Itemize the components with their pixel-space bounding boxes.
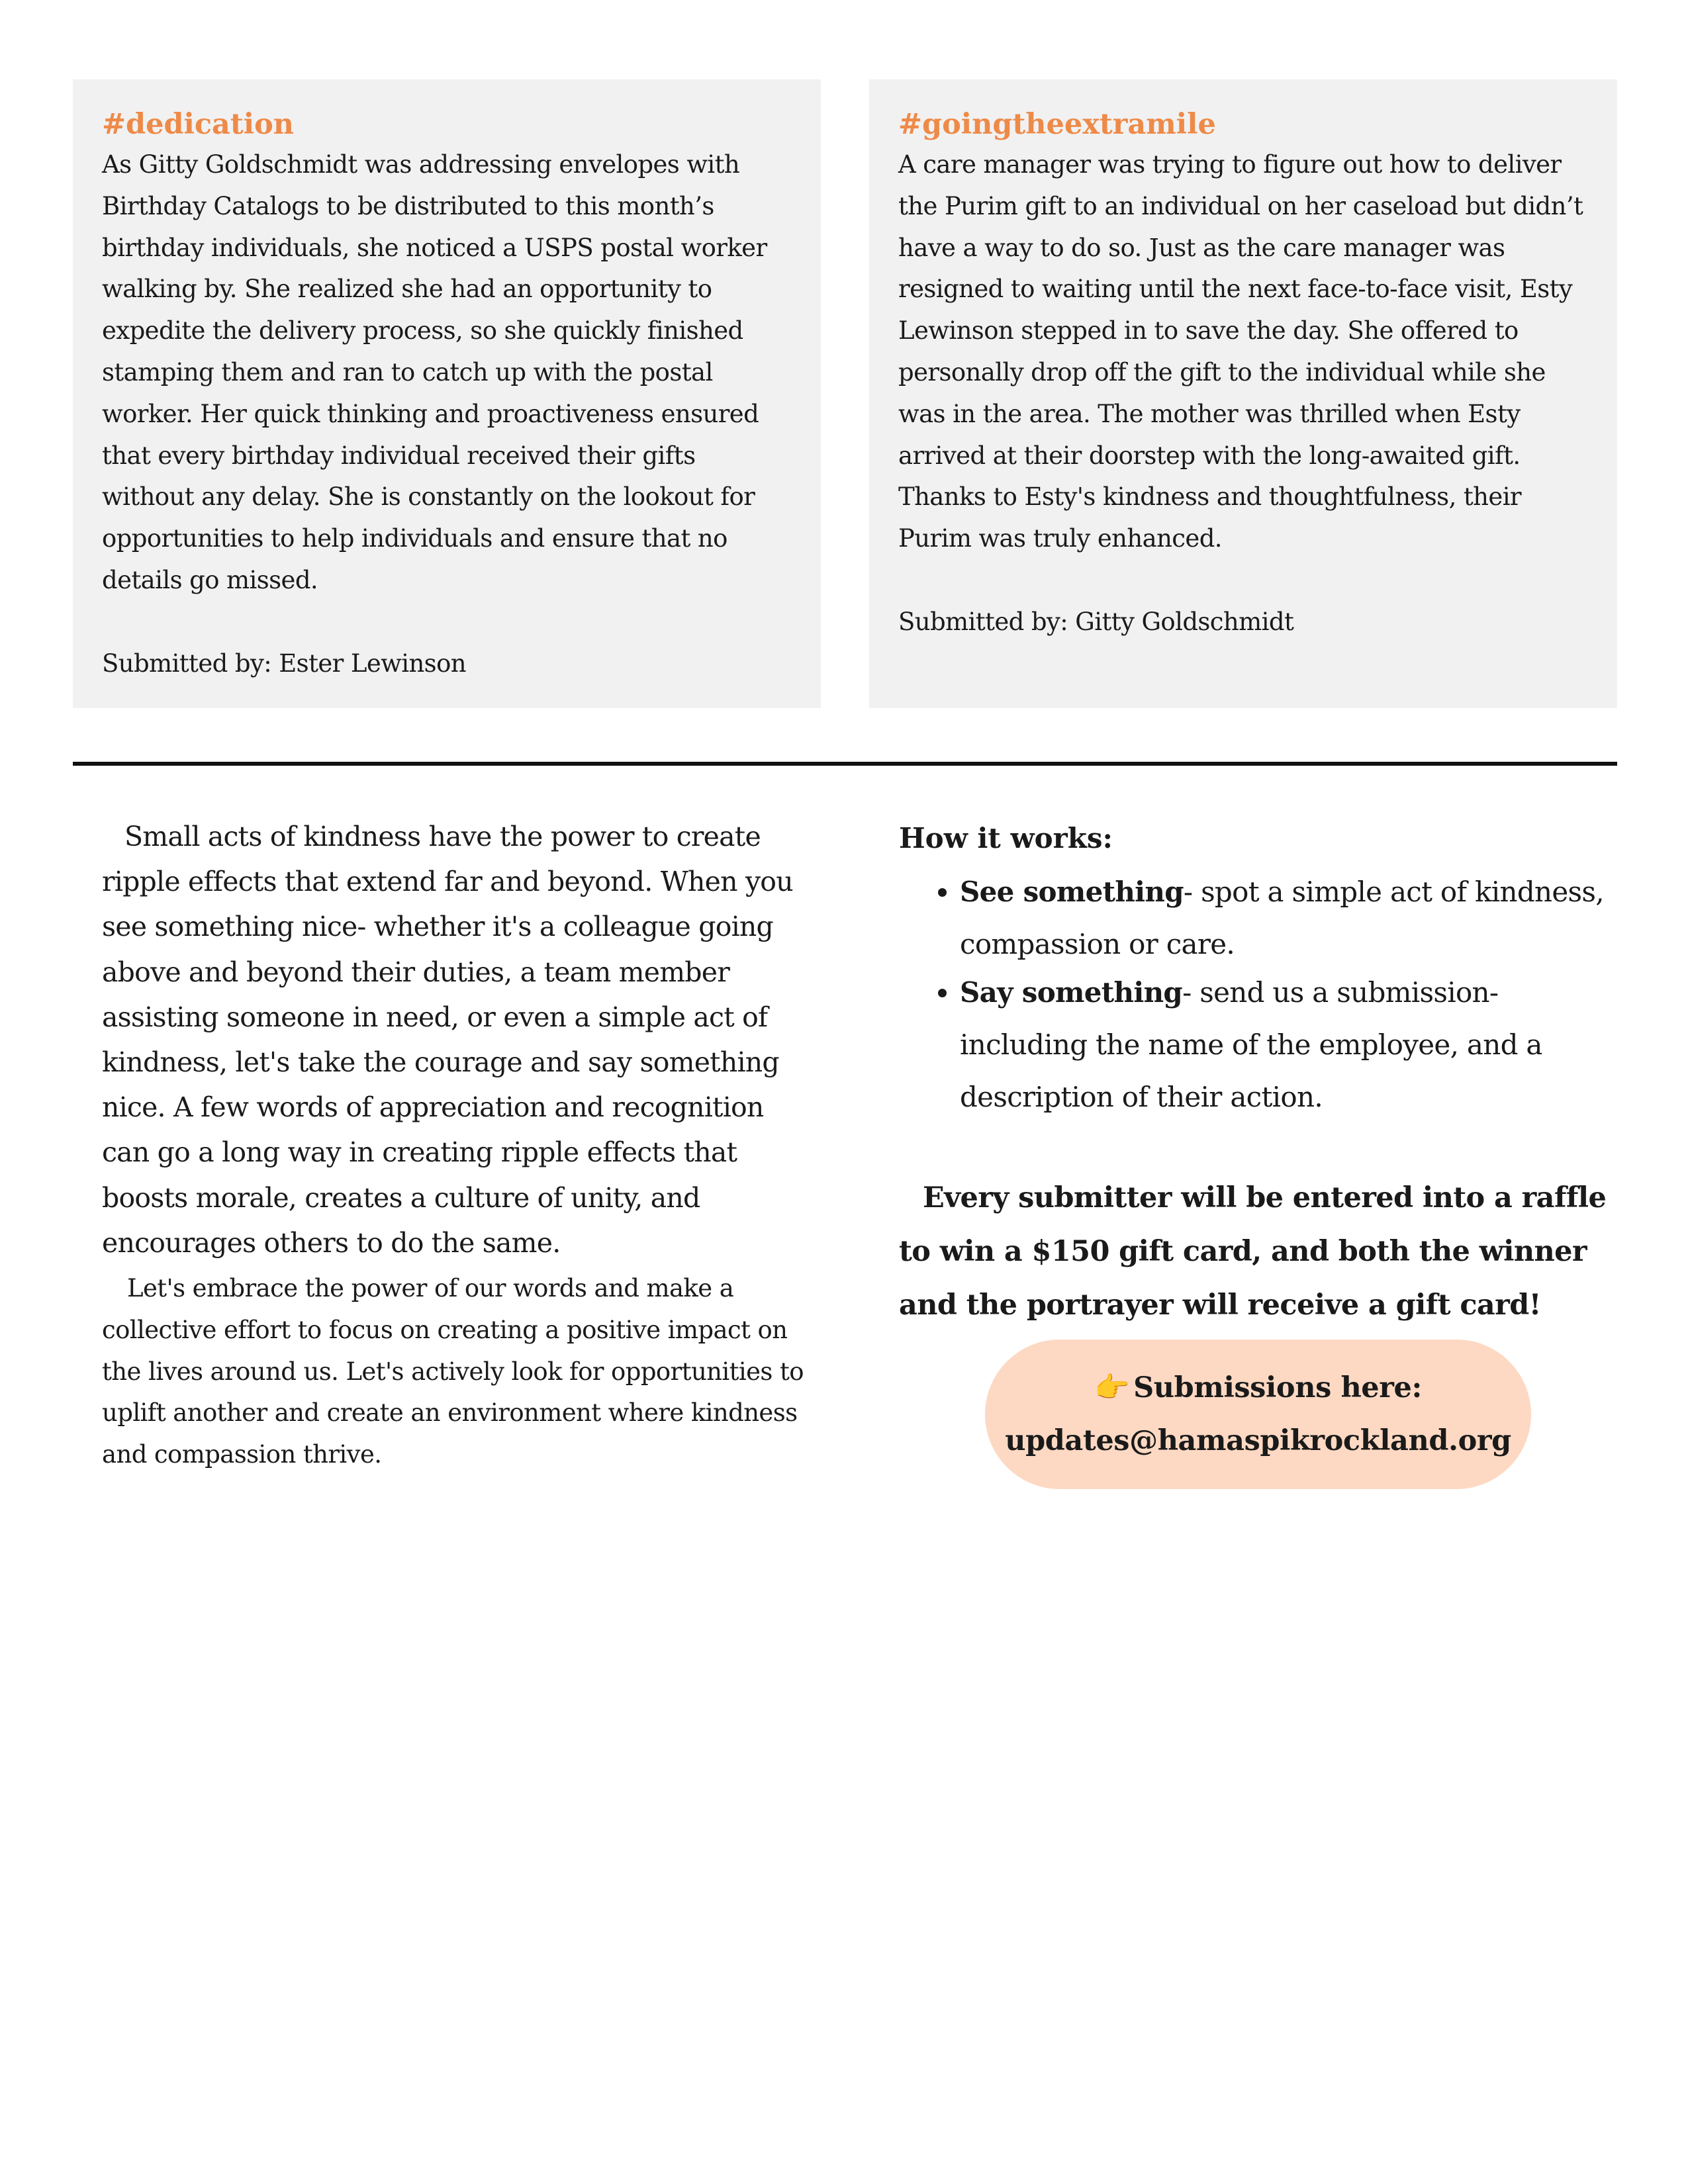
pointing-hand-icon: 👉 [1094, 1371, 1130, 1404]
story-submitted-by: Submitted by: Ester Lewinson [102, 649, 466, 678]
steps-list [899, 866, 1620, 1123]
story-tag: #goingtheextramile [898, 108, 1216, 141]
intro-paragraph-1: Small acts of kindness have the power to create ripple effects that extend far and beyond. When you see something nice- whether it's a colleague going above and beyond their duties, a team member assisting someone in need, or even a simple act of kindness, let's take the courage and say something nice. A few words of appreciation and recognition can go a long way in creating ripple effects that boosts morale, creates a culture of unity, and encourages others to do the same. [102, 821, 793, 1259]
step-say-something [960, 966, 1620, 1123]
submissions-badge [985, 1340, 1531, 1489]
story-card-extra-mile [869, 79, 1617, 708]
story-body: A care manager was trying to figure out how to deliver the Purim gift to an individual on her caseload but didn’t have a way to do so. Just as the care manager was resigned to waiting until the next face-to-face visit, Esty Lewinson stepped in to save the day. She offered to personally drop off the gift to the individual while she was in the area. The mother was thrilled when Esty arrived at their doorstep with the long-awaited gift. Thanks to Esty's kindness and thoughtfulness, their Purim was truly enhanced. [898, 150, 1583, 553]
story-submitted-by: Submitted by: Gitty Goldschmidt [898, 607, 1294, 636]
step-see-something [960, 866, 1620, 970]
step-text: - send us a submission- including the name of the employee, and a description of their action. [960, 976, 1542, 1113]
submissions-label-line [1094, 1361, 1422, 1414]
story-card-dedication [73, 79, 821, 708]
story-tag: #dedication [102, 108, 295, 141]
story-body: As Gitty Goldschmidt was addressing envelopes with Birthday Catalogs to be distributed to this month’s birthday individuals, she noticed a USPS postal worker walking by. She realized she had an opportunity to expedite the delivery process, so she quickly finished stamping them and ran to catch up with the postal worker. Her quick thinking and proactiveness ensured that every birthday individual received their gifts without any delay. She is constantly on the lookout for opportunities to help individuals and ensure that no details go missed. [102, 150, 767, 594]
step-title: Say something [960, 976, 1183, 1009]
how-it-works-heading: How it works: [899, 822, 1113, 854]
how-it-works [899, 815, 1620, 1123]
section-divider [73, 762, 1617, 766]
raffle-announcement: Every submitter will be entered into a raffle to win a $150 gift card, and both the winner and the portrayer will receive a gift card! [899, 1181, 1607, 1322]
submissions-label: Submissions here: [1133, 1371, 1422, 1404]
intro-paragraph-2: Let's embrace the power of our words and make a collective effort to focus on creating a positive impact on the lives around us. Let's actively look for opportunities to uplift another and create an environment where kindness and compassion thrive. [102, 1274, 804, 1469]
submissions-email[interactable]: updates@hamaspikrockland.org [1005, 1424, 1511, 1457]
step-title: See something [960, 876, 1184, 908]
step-text: - spot a simple act of kindness, compassion or care. [960, 876, 1604, 960]
intro-text [102, 814, 817, 1476]
